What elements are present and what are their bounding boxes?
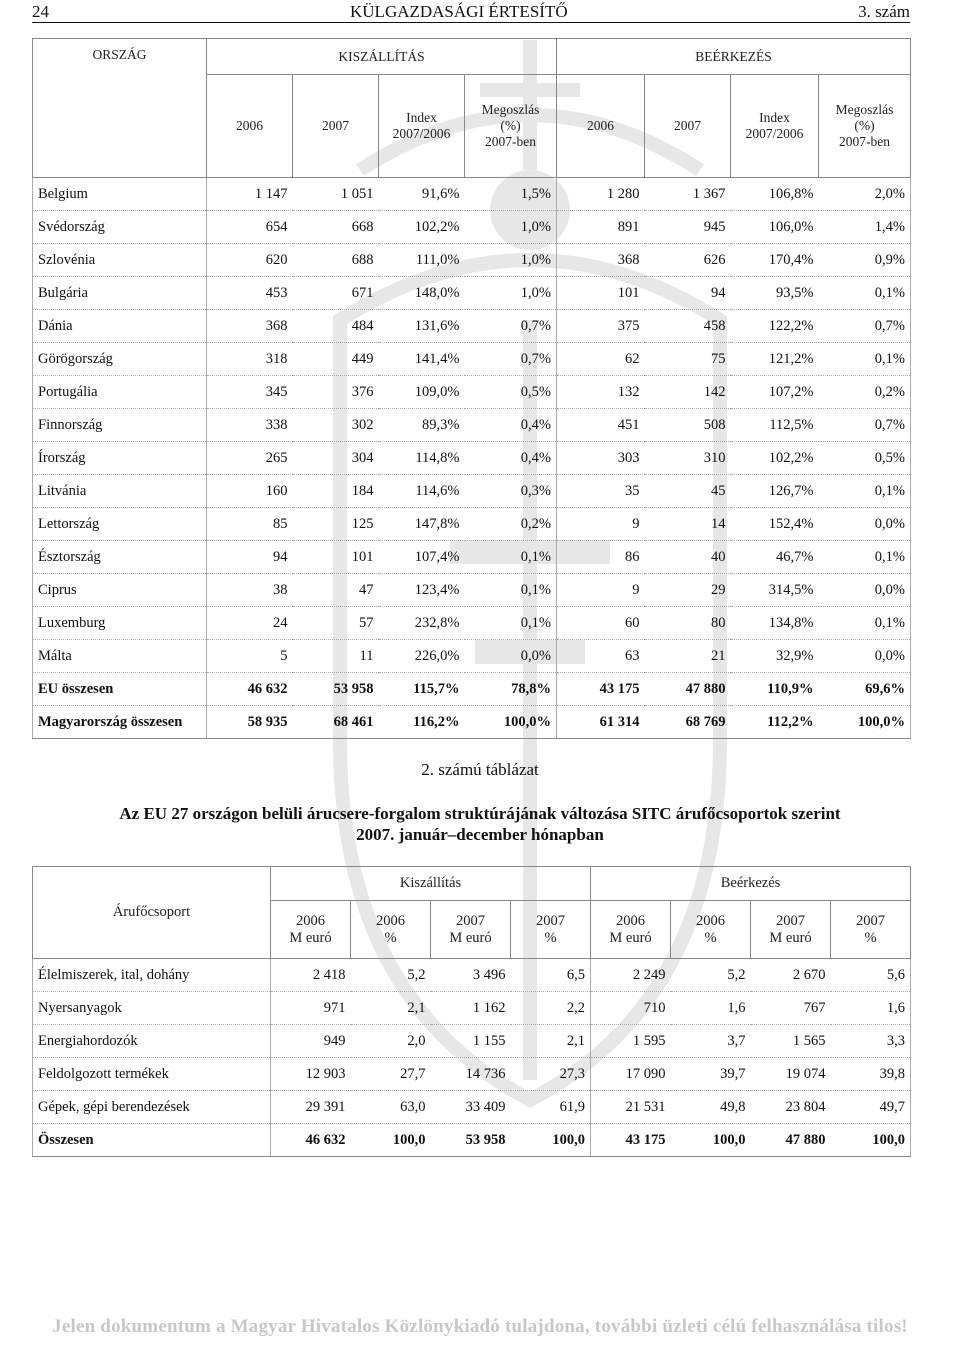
table-row: Finnország 338 302 89,3% 0,4% 451 508 112,5% 0,7% <box>33 409 911 442</box>
group-column-header: Árufőcsoport <box>33 867 271 959</box>
table-row: Málta 5 11 226,0% 0,0% 63 21 32,9% 0,0% <box>33 640 911 673</box>
export-group-header: KISZÁLLÍTÁS <box>207 39 557 75</box>
import-2007-pct-header: 2007 % <box>831 901 911 959</box>
table-row: Nyersanyagok 971 2,1 1 162 2,2 710 1,6 767 1,6 <box>33 992 911 1025</box>
total-row: Összesen 46 632 100,0 53 958 100,0 43 175 100,0 47 880 100,0 <box>33 1124 911 1157</box>
table-row: Portugália 345 376 109,0% 0,5% 132 142 107,2% 0,2% <box>33 376 911 409</box>
import-2006-pct-header: 2006 % <box>671 901 751 959</box>
table-row: Svédország 654 668 102,2% 1,0% 891 945 106,0% 1,4% <box>33 211 911 244</box>
import-2007-meur-header: 2007 M euró <box>751 901 831 959</box>
export-2006-pct-header: 2006 % <box>351 901 431 959</box>
table-row: Belgium 1 147 1 051 91,6% 1,5% 1 280 1 367 106,8% 2,0% <box>33 178 911 211</box>
table-title: Az EU 27 országon belüli árucsere-forgalom struktúrájának változása SITC árufőcsoportok szerint 2007. január–december hónapban <box>119 804 841 844</box>
table-row: Energiahordozók 949 2,0 1 155 2,1 1 595 3,7 1 565 3,3 <box>33 1025 911 1058</box>
table-number-caption: 2. számú táblázat <box>421 760 539 779</box>
page-header <box>32 2 910 23</box>
export-2006-header: 2006 <box>207 75 293 178</box>
export-2007-header: 2007 <box>293 75 379 178</box>
import-2006-meur-header: 2006 M euró <box>591 901 671 959</box>
sitc-trade-table <box>32 866 911 1157</box>
export-2006-meur-header: 2006 M euró <box>271 901 351 959</box>
table-row: Bulgária 453 671 148,0% 1,0% 101 94 93,5% 0,1% <box>33 277 911 310</box>
table-row: Litvánia 160 184 114,6% 0,3% 35 45 126,7% 0,1% <box>33 475 911 508</box>
total-row-hungary: Magyarország összesen 58 935 68 461 116,2% 100,0% 61 314 68 769 112,2% 100,0% <box>33 706 911 739</box>
table-row: Szlovénia 620 688 111,0% 1,0% 368 626 170,4% 0,9% <box>33 244 911 277</box>
page-number: 24 <box>32 2 49 21</box>
table-row: Írország 265 304 114,8% 0,4% 303 310 102,2% 0,5% <box>33 442 911 475</box>
country-column-header: ORSZÁG <box>33 39 207 178</box>
table-row: Gépek, gépi berendezések 29 391 63,0 33 409 61,9 21 531 49,8 23 804 49,7 <box>33 1091 911 1124</box>
export-2007-pct-header: 2007 % <box>511 901 591 959</box>
country-trade-table <box>32 38 911 739</box>
total-row-eu: EU összesen 46 632 53 958 115,7% 78,8% 43 175 47 880 110,9% 69,6% <box>33 673 911 706</box>
import-group-header: Beérkezés <box>591 867 911 901</box>
export-group-header: Kiszállítás <box>271 867 591 901</box>
ownership-notice: Jelen dokumentum a Magyar Hivatalos Közlönykiadó tulajdona, további üzleti célú felhasználása tilos! <box>52 1316 908 1337</box>
table-row: Görögország 318 449 141,4% 0,7% 62 75 121,2% 0,1% <box>33 343 911 376</box>
journal-title: KÜLGAZDASÁGI ÉRTESÍTŐ <box>350 2 568 21</box>
import-group-header: BEÉRKEZÉS <box>557 39 911 75</box>
table-row: Dánia 368 484 131,6% 0,7% 375 458 122,2% 0,7% <box>33 310 911 343</box>
table-row: Lettország 85 125 147,8% 0,2% 9 14 152,4% 0,0% <box>33 508 911 541</box>
import-2007-header: 2007 <box>645 75 731 178</box>
import-2006-header: 2006 <box>557 75 645 178</box>
import-share-header: Megoszlás (%) 2007-ben <box>819 75 911 178</box>
export-share-header: Megoszlás (%) 2007-ben <box>465 75 557 178</box>
issue-number: 3. szám <box>858 2 910 21</box>
import-index-header: Index 2007/2006 <box>731 75 819 178</box>
table-row: Ciprus 38 47 123,4% 0,1% 9 29 314,5% 0,0% <box>33 574 911 607</box>
table-row: Élelmiszerek, ital, dohány 2 418 5,2 3 496 6,5 2 249 5,2 2 670 5,6 <box>33 959 911 992</box>
table-row: Észtország 94 101 107,4% 0,1% 86 40 46,7% 0,1% <box>33 541 911 574</box>
table-row: Luxemburg 24 57 232,8% 0,1% 60 80 134,8% 0,1% <box>33 607 911 640</box>
table-row: Feldolgozott termékek 12 903 27,7 14 736 27,3 17 090 39,7 19 074 39,8 <box>33 1058 911 1091</box>
export-2007-meur-header: 2007 M euró <box>431 901 511 959</box>
export-index-header: Index 2007/2006 <box>379 75 465 178</box>
